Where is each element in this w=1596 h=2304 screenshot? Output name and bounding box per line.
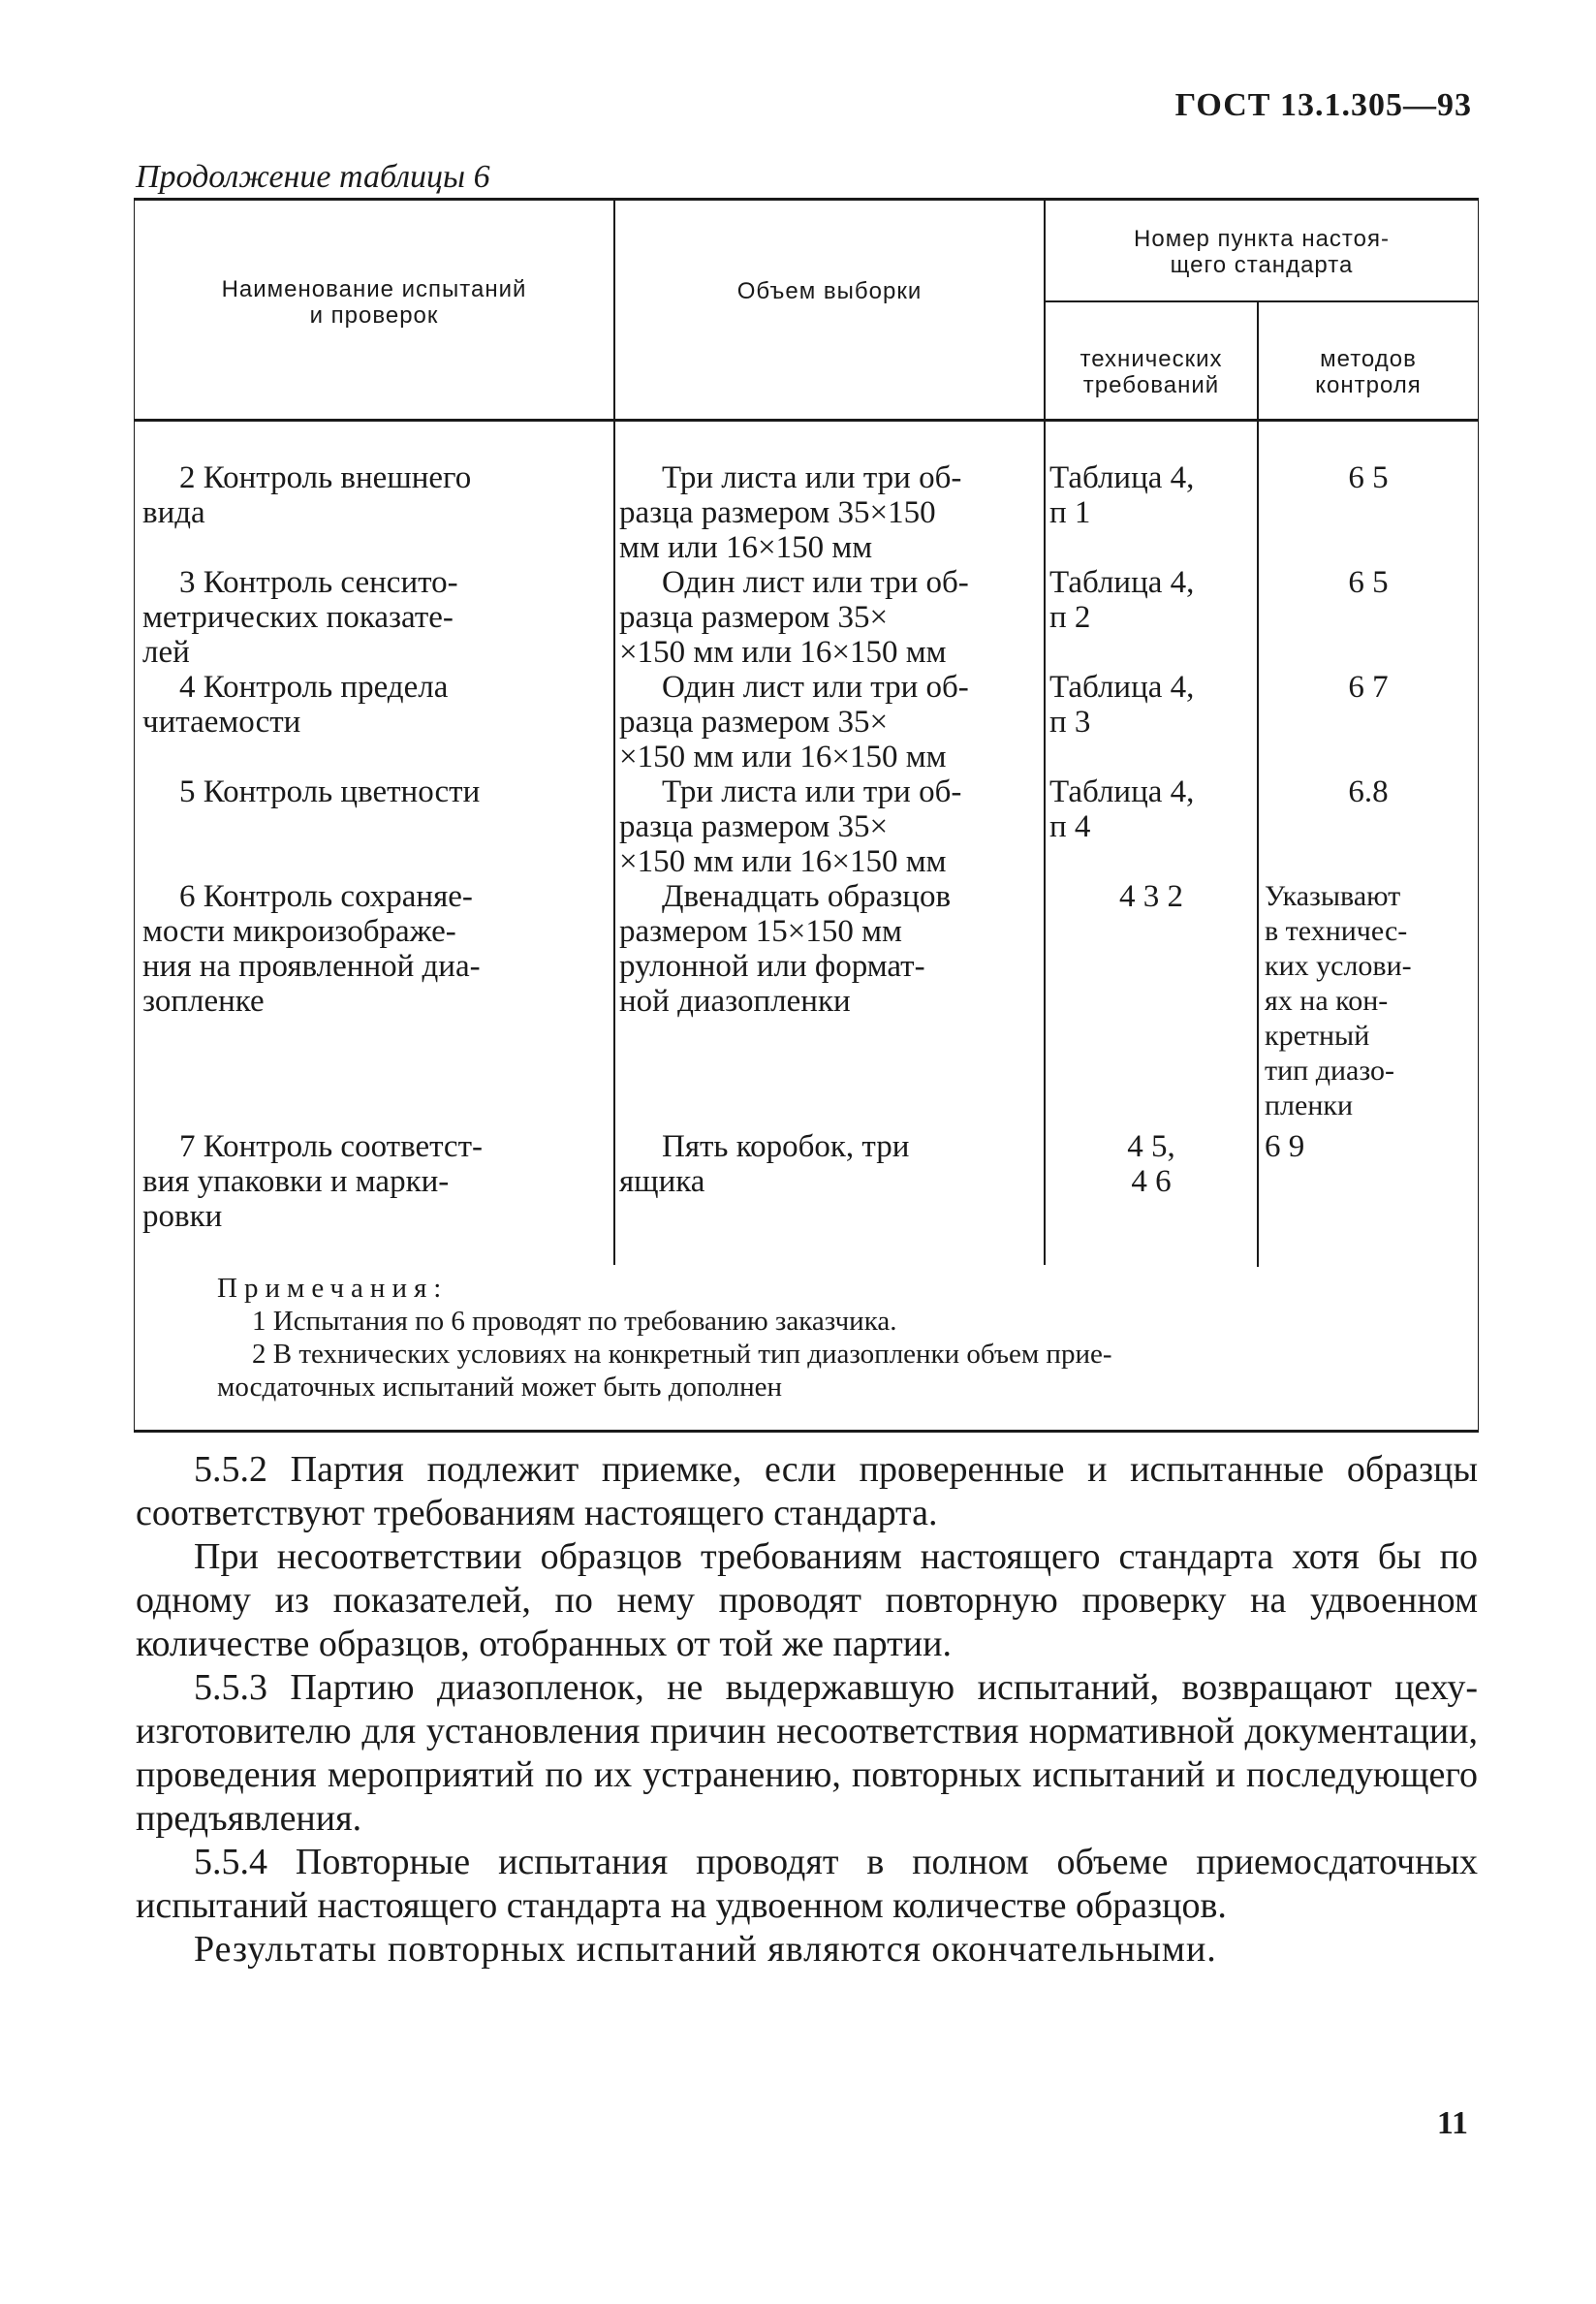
- cell-line: зопленке: [142, 984, 265, 1019]
- header-control-methods: [1259, 346, 1478, 398]
- cell-line: мости микроизображе-: [142, 914, 456, 949]
- cell-line: 7 Контроль соответст-: [179, 1129, 483, 1164]
- column-divider: [613, 201, 615, 1265]
- table-caption: Продолжение таблицы 6: [136, 159, 490, 195]
- cell-line: п 3: [1049, 705, 1091, 740]
- cell-line: мм или 16×150 мм: [619, 530, 873, 565]
- cell-line: Таблица 4,: [1049, 774, 1195, 809]
- document-code: ГОСТ 13.1.305—93: [1174, 87, 1472, 123]
- row-3-name: [142, 565, 606, 670]
- header-line: контроля: [1315, 372, 1422, 398]
- row-2-sample: [619, 460, 1040, 565]
- cell-line: Таблица 4,: [1049, 460, 1195, 495]
- cell-line: пленки: [1265, 1089, 1354, 1121]
- row-5-tech: [1049, 774, 1253, 844]
- cell-line: размером 15×150 мм: [619, 914, 902, 949]
- cell-line: разца размером 35×: [619, 600, 889, 635]
- header-line: Номер пункта настоя-: [1134, 226, 1390, 252]
- cell-line: 6 5: [1348, 460, 1389, 495]
- row-4-name: [142, 670, 606, 740]
- cell-line: ×150 мм или 16×150 мм: [619, 844, 947, 879]
- row-4-methods: [1259, 670, 1478, 705]
- paragraph: 5.5.3 Партию диазопленок, не выдержавшую испытаний, возвращают цеху-изготовителю для установления причин несоответствия нормативной документации, проведения мероприятий по их устранению, повторных испытаний и последующего предъявления.: [136, 1667, 1478, 1839]
- cell-line: кретный: [1265, 1020, 1370, 1052]
- cell-line: п 2: [1049, 600, 1091, 635]
- paragraph: 5.5.2 Партия подлежит приемке, если проверенные и испытанные образцы соответствуют требованиям настоящего стандарта.: [136, 1449, 1478, 1533]
- cell-line: 6.8: [1348, 774, 1389, 809]
- header-line: щего стандарта: [1170, 252, 1354, 278]
- cell-line: 6 Контроль сохраняе-: [179, 879, 473, 914]
- cell-line: Таблица 4,: [1049, 670, 1195, 705]
- row-7-sample: [619, 1129, 1040, 1199]
- cell-line: ях на кон-: [1265, 985, 1389, 1017]
- cell-line: лей: [142, 635, 190, 670]
- table-6: [134, 198, 1479, 1433]
- cell-line: 6 9: [1265, 1129, 1305, 1164]
- row-5-name: [142, 774, 606, 809]
- paragraph: При несоответствии образцов требованиям настоящего стандарта хотя бы по одному из показателей, по нему проводят повторную проверку на удвоенном количестве образцов, отобранных от той же партии.: [136, 1536, 1478, 1664]
- note-item: 2 В технических условиях на конкретный тип диазопленки объем прие-: [252, 1339, 1112, 1370]
- row-2-name: [142, 460, 606, 530]
- row-6-tech: [1049, 879, 1253, 914]
- row-4-sample: [619, 670, 1040, 774]
- header-line: и проверок: [309, 302, 439, 329]
- cell-line: ровки: [142, 1199, 223, 1234]
- cell-line: 3 Контроль сенсито-: [179, 565, 458, 600]
- cell-line: 6 7: [1348, 670, 1389, 705]
- header-line: Наименование испытаний: [221, 276, 527, 302]
- cell-line: 4 Контроль предела: [179, 670, 449, 705]
- cell-line: 6 5: [1348, 565, 1389, 600]
- cell-line: Три листа или три об-: [662, 460, 962, 495]
- cell-line: ких услови-: [1265, 950, 1412, 982]
- cell-line: 4 5,: [1127, 1129, 1175, 1164]
- note-item: мосдаточных испытаний может быть дополнен: [217, 1372, 783, 1403]
- cell-line: 2 Контроль внешнего: [179, 460, 472, 495]
- cell-line: Пять коробок, три: [662, 1129, 910, 1164]
- header-bottom-rule: [135, 419, 1478, 422]
- cell-line: ния на проявленной диа-: [142, 949, 481, 984]
- header-subdivider: [1046, 300, 1478, 302]
- header-line: методов: [1320, 346, 1417, 372]
- cell-line: разца размером 35×: [619, 705, 889, 740]
- header-tech-requirements: [1046, 346, 1257, 398]
- cell-line: метрических показате-: [142, 600, 454, 635]
- row-7-name: [142, 1129, 606, 1234]
- cell-line: Один лист или три об-: [662, 565, 969, 600]
- cell-line: ной диазопленки: [619, 984, 851, 1019]
- cell-line: 4 6: [1131, 1164, 1172, 1199]
- cell-line: Указывают: [1265, 880, 1401, 912]
- notes-title: Примечания:: [217, 1273, 449, 1304]
- header-test-name: [135, 276, 613, 329]
- cell-line: ×150 мм или 16×150 мм: [619, 635, 947, 670]
- cell-line: п 1: [1049, 495, 1091, 530]
- cell-line: Двенадцать образцов: [662, 879, 952, 914]
- cell-line: разца размером 35×: [619, 809, 889, 844]
- cell-line: читаемости: [142, 705, 301, 740]
- cell-line: 4 3 2: [1119, 879, 1183, 914]
- cell-line: вия упаковки и марки-: [142, 1164, 450, 1199]
- table-notes: [217, 1272, 1467, 1404]
- row-6-sample: [619, 879, 1040, 1019]
- paragraph: Результаты повторных испытаний являются окончательными.: [194, 1929, 1217, 1970]
- cell-line: Один лист или три об-: [662, 670, 969, 705]
- row-3-methods: [1259, 565, 1478, 600]
- cell-line: Таблица 4,: [1049, 565, 1195, 600]
- cell-line: вида: [142, 495, 205, 530]
- header-line: технических: [1080, 346, 1223, 372]
- row-6-name: [142, 879, 606, 1019]
- cell-line: разца размером 35×150: [619, 495, 936, 530]
- header-standard-point: [1046, 226, 1478, 278]
- cell-line: 5 Контроль цветности: [179, 774, 481, 809]
- row-3-tech: [1049, 565, 1253, 635]
- row-2-tech: [1049, 460, 1253, 530]
- paragraph: 5.5.4 Повторные испытания проводят в полном объеме приемосдаточных испытаний настоящего стандарта на удвоенном количестве образцов.: [136, 1842, 1478, 1926]
- row-5-sample: [619, 774, 1040, 879]
- cell-line: ×150 мм или 16×150 мм: [619, 740, 947, 774]
- cell-line: рулонной или формат-: [619, 949, 925, 984]
- row-6-methods: [1265, 879, 1472, 1123]
- row-3-sample: [619, 565, 1040, 670]
- row-7-methods: [1265, 1129, 1472, 1164]
- cell-line: п 4: [1049, 809, 1091, 844]
- note-item: 1 Испытания по 6 проводят по требованию заказчика.: [252, 1306, 897, 1337]
- row-5-methods: [1259, 774, 1478, 809]
- body-text: [136, 1448, 1478, 1972]
- cell-line: тип диазо-: [1265, 1055, 1395, 1087]
- cell-line: Три листа или три об-: [662, 774, 962, 809]
- row-4-tech: [1049, 670, 1253, 740]
- page-number: 11: [1436, 2105, 1468, 2141]
- row-7-tech: [1049, 1129, 1253, 1199]
- cell-line: ящика: [619, 1164, 705, 1199]
- row-2-methods: [1259, 460, 1478, 495]
- header-line: требований: [1082, 372, 1220, 398]
- header-sample-size: Объем выборки: [736, 278, 923, 304]
- cell-line: в техничес-: [1265, 915, 1408, 947]
